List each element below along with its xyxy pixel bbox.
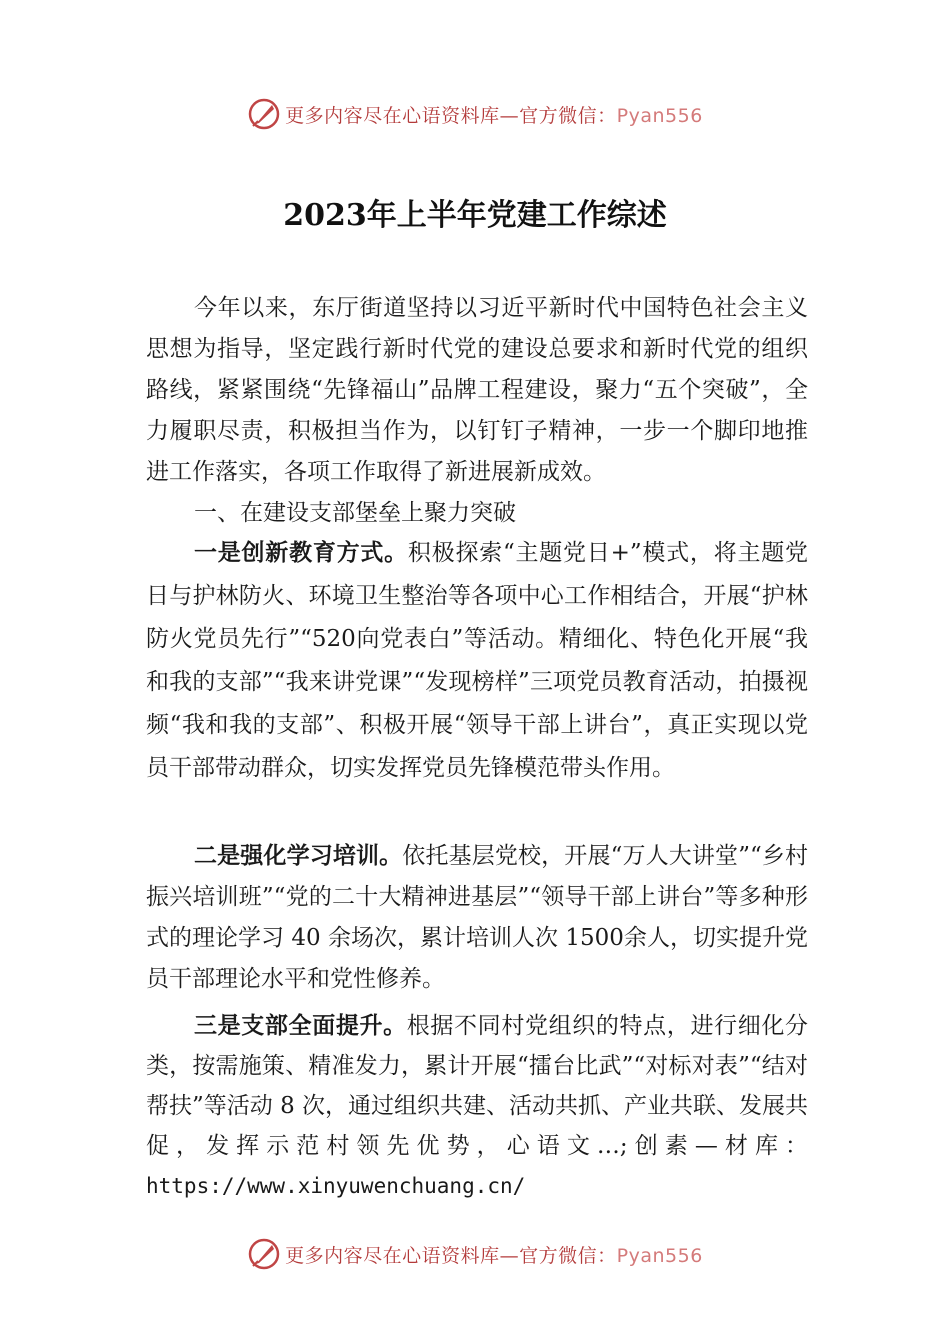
item2-text: 依托基层党校，开展“万人大讲堂”“乡村振兴培训班”“党的二十大精神进基层”“领导干部上讲台”等多种形式的理论学习 40 余场次，累计培训人次 1500余人，切实提升党员干部理论水平和党性修养。 — [146, 843, 809, 992]
item2-paragraph — [146, 836, 808, 1000]
banner-text: 更多内容尽在心语资料库—官方微信： — [285, 104, 617, 127]
item3-lead: 三是支部全面提升。 — [194, 1013, 407, 1039]
item1-paragraph — [146, 532, 808, 790]
website-link[interactable]: https://www.xinyuwenchuang.cn/ — [146, 1174, 526, 1198]
footer-banner — [0, 1234, 950, 1274]
item3-tail: 心语文…;创素—材库： — [506, 1133, 809, 1159]
item2-lead: 二是强化学习培训。 — [194, 843, 403, 869]
intro-paragraph-block — [146, 288, 808, 534]
banner-text: 更多内容尽在心语资料库—官方微信： — [285, 1244, 617, 1267]
quill-logo-icon — [247, 1237, 281, 1271]
item1-text: 积极探索“主题党日+”模式，将主题党日与护林防火、环境卫生整治等各项中心工作相结合，开展“护林防火党员先行”“520向党表白”等活动。精细化、特色化开展“我和我的支部”“我来讲党课”“发现榜样”三项党员教育活动，拍摄视频“我和我的支部”、积极开展“领导干部上讲台”，真正实现以党员干部带动群众，切实发挥党员先锋模范带头作用。 — [146, 540, 809, 781]
header-banner — [0, 94, 950, 134]
item3-text: 根据不同村党组织的特点，进行细化分类，按需施策、精准发力，累计开展“擂台比武”“对标对表”“结对帮扶”等活动 8 次，通过组织共建、活动共抓、产业共联、发展共促，发挥示范村领先优势， — [146, 1013, 809, 1159]
item3-block — [146, 1006, 808, 1206]
intro-paragraph: 今年以来，东厅街道坚持以习近平新时代中国特色社会主义思想为指导，坚定践行新时代党的建设总要求和新时代党的组织路线，紧紧围绕“先锋福山”品牌工程建设，聚力“五个突破”，全力履职尽责，积极担当作为，以钉钉子精神，一步一个脚印地推进工作落实，各项工作取得了新进展新成效。 — [146, 295, 808, 485]
item1-lead: 一是创新教育方式。 — [194, 540, 408, 566]
page-title: 2023年上半年党建工作综述 — [283, 198, 667, 233]
section-heading: 一、在建设支部堡垒上聚力突破 — [194, 500, 516, 526]
item3-paragraph — [146, 1006, 808, 1206]
item1-block — [146, 532, 808, 790]
wechat-id: Pyan556 — [616, 1244, 703, 1267]
item2-block — [146, 836, 808, 1000]
quill-logo-icon — [247, 97, 281, 131]
wechat-id: Pyan556 — [616, 104, 703, 127]
